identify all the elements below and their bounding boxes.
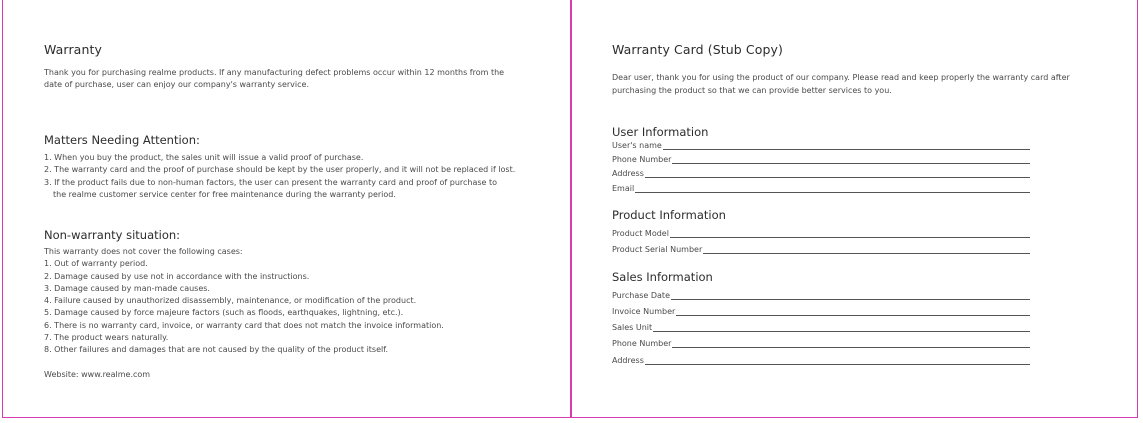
list-item: 7. The product wears naturally. — [44, 333, 169, 343]
fill-in-line — [703, 253, 1030, 254]
field-label: Sales Unit — [612, 323, 653, 332]
list-item: 4. Failure caused by unauthorized disassembly, maintenance, or modification of the product. — [44, 296, 417, 306]
list-item: 1. Out of warranty period. — [44, 259, 148, 269]
field-label: Product Serial Number — [612, 245, 703, 254]
list-item: 1. When you buy the product, the sales unit will issue a valid proof of purchase. — [44, 153, 364, 162]
field-label: Purchase Date — [612, 291, 670, 300]
user-address-field[interactable] — [612, 167, 1030, 179]
fill-in-line — [670, 237, 1030, 238]
fill-in-line — [676, 315, 1030, 316]
list-item: 5. Damage caused by force majeure factors (such as floods, earthquakes, lightning, etc.). — [44, 308, 404, 318]
fill-in-line — [635, 192, 1030, 193]
list-item: 8. Other failures and damages that are not caused by the quality of the product itself. — [44, 345, 389, 355]
non-warranty-heading: Non-warranty situation: — [44, 228, 181, 242]
fill-in-line — [645, 364, 1030, 365]
warranty-intro-line-2: date of purchase, user can enjoy our company's warranty service. — [44, 80, 309, 89]
warranty-title: Warranty — [44, 42, 102, 57]
list-item: 6. There is no warranty card, invoice, or warranty card that does not match the invoice information. — [44, 320, 444, 330]
list-item: 3. Damage caused by man-made causes. — [44, 283, 210, 293]
product-model-field[interactable] — [612, 227, 1030, 239]
warranty-card-intro-line-2: purchasing the product so that we can provide better services to you. — [612, 86, 892, 95]
field-label: Address — [612, 169, 644, 178]
field-label: Phone Number — [612, 339, 672, 348]
product-serial-number-field[interactable] — [612, 243, 1030, 255]
field-label: Email — [612, 184, 635, 193]
user-phone-number-field[interactable] — [612, 153, 1030, 165]
field-label: Phone Number — [612, 155, 672, 164]
non-warranty-list — [44, 246, 444, 357]
field-label: User's name — [612, 141, 662, 150]
attention-heading: Matters Needing Attention: — [44, 133, 200, 147]
warranty-intro-line-1: Thank you for purchasing realme products. If any manufacturing defect problems occur within 12 months from the — [44, 68, 505, 77]
fill-in-line — [672, 163, 1030, 164]
list-item: 2. The warranty card and the proof of purchase should be kept by the user properly, and it will not be replaced if lost. — [44, 165, 516, 175]
sales-phone-number-field[interactable] — [612, 337, 1030, 349]
website-text: Website: www.realme.com — [44, 370, 151, 379]
user-info-heading: User Information — [612, 125, 709, 139]
fill-in-line — [672, 347, 1030, 348]
users-name-field[interactable] — [612, 139, 1030, 151]
field-label: Invoice Number — [612, 307, 676, 316]
warranty-card-intro-line-1: Dear user, thank you for using the product of our company. Please read and keep properly the warranty card after — [612, 73, 1070, 82]
sales-unit-field[interactable] — [612, 321, 1030, 333]
non-warranty-intro: This warranty does not cover the following cases: — [44, 247, 243, 256]
user-email-field[interactable] — [612, 182, 1030, 194]
field-label: Address — [612, 356, 644, 365]
fill-in-line — [645, 177, 1030, 178]
fill-in-line — [663, 149, 1030, 150]
field-label: Product Model — [612, 229, 669, 238]
fill-in-line — [653, 331, 1030, 332]
invoice-number-field[interactable] — [612, 305, 1030, 317]
attention-list — [44, 152, 515, 201]
sales-address-field[interactable] — [612, 354, 1030, 366]
list-item: the realme customer service center for free maintenance during the warranty period. — [53, 189, 396, 199]
product-info-heading: Product Information — [612, 208, 726, 222]
list-item: 2. Damage caused by use not in accordance with the instructions. — [44, 271, 310, 281]
list-item: 3. If the product fails due to non-human factors, the user can present the warranty card and proof of purchase to — [44, 177, 498, 187]
fill-in-line — [671, 299, 1030, 300]
purchase-date-field[interactable] — [612, 289, 1030, 301]
sales-info-heading: Sales Information — [612, 270, 713, 284]
warranty-card-title: Warranty Card (Stub Copy) — [612, 42, 783, 57]
center-fold-divider — [570, 0, 572, 418]
